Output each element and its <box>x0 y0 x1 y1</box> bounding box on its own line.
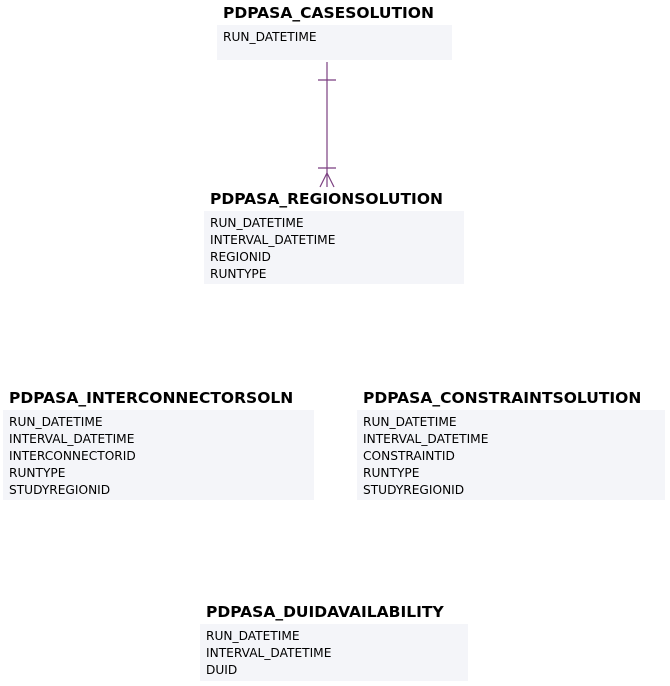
entity-field: REGIONID <box>210 250 271 264</box>
entity-fields <box>204 211 464 287</box>
entity-field: INTERVAL_DATETIME <box>210 233 336 247</box>
entity-fields <box>200 624 468 683</box>
entity-field: RUN_DATETIME <box>223 30 317 44</box>
entity-field: DUID <box>206 663 238 677</box>
entity-field: INTERVAL_DATETIME <box>363 432 489 446</box>
entity-title: PDPASA_CONSTRAINTSOLUTION <box>357 387 665 410</box>
crowfoot-left <box>320 173 327 187</box>
entity-field: INTERCONNECTORID <box>9 449 136 463</box>
entity-regionsolution[interactable] <box>204 188 464 284</box>
relationship-casesolution-regionsolution <box>318 62 336 187</box>
entity-field: RUNTYPE <box>210 267 267 281</box>
entity-field: RUNTYPE <box>363 466 420 480</box>
crowfoot-right <box>327 173 334 187</box>
entity-interconnectorsoln[interactable] <box>3 387 314 500</box>
entity-duidavailability[interactable] <box>200 601 468 681</box>
entity-fields <box>3 410 314 503</box>
entity-field: RUN_DATETIME <box>9 415 103 429</box>
entity-field: STUDYREGIONID <box>9 483 111 497</box>
entity-field: RUN_DATETIME <box>210 216 304 230</box>
entity-field: RUN_DATETIME <box>206 629 300 643</box>
entity-title: PDPASA_INTERCONNECTORSOLN <box>3 387 314 410</box>
entity-field: INTERVAL_DATETIME <box>206 646 332 660</box>
entity-field: CONSTRAINTID <box>363 449 455 463</box>
entity-field: INTERVAL_DATETIME <box>9 432 135 446</box>
entity-casesolution[interactable] <box>217 2 452 60</box>
entity-title: PDPASA_CASESOLUTION <box>217 2 452 25</box>
entity-field: RUNTYPE <box>9 466 66 480</box>
entity-constraintsolution[interactable] <box>357 387 665 500</box>
entity-fields <box>217 25 452 50</box>
entity-field: RUN_DATETIME <box>363 415 457 429</box>
entity-title: PDPASA_REGIONSOLUTION <box>204 188 464 211</box>
entity-field: STUDYREGIONID <box>363 483 465 497</box>
entity-title: PDPASA_DUIDAVAILABILITY <box>200 601 468 624</box>
entity-fields <box>357 410 665 503</box>
